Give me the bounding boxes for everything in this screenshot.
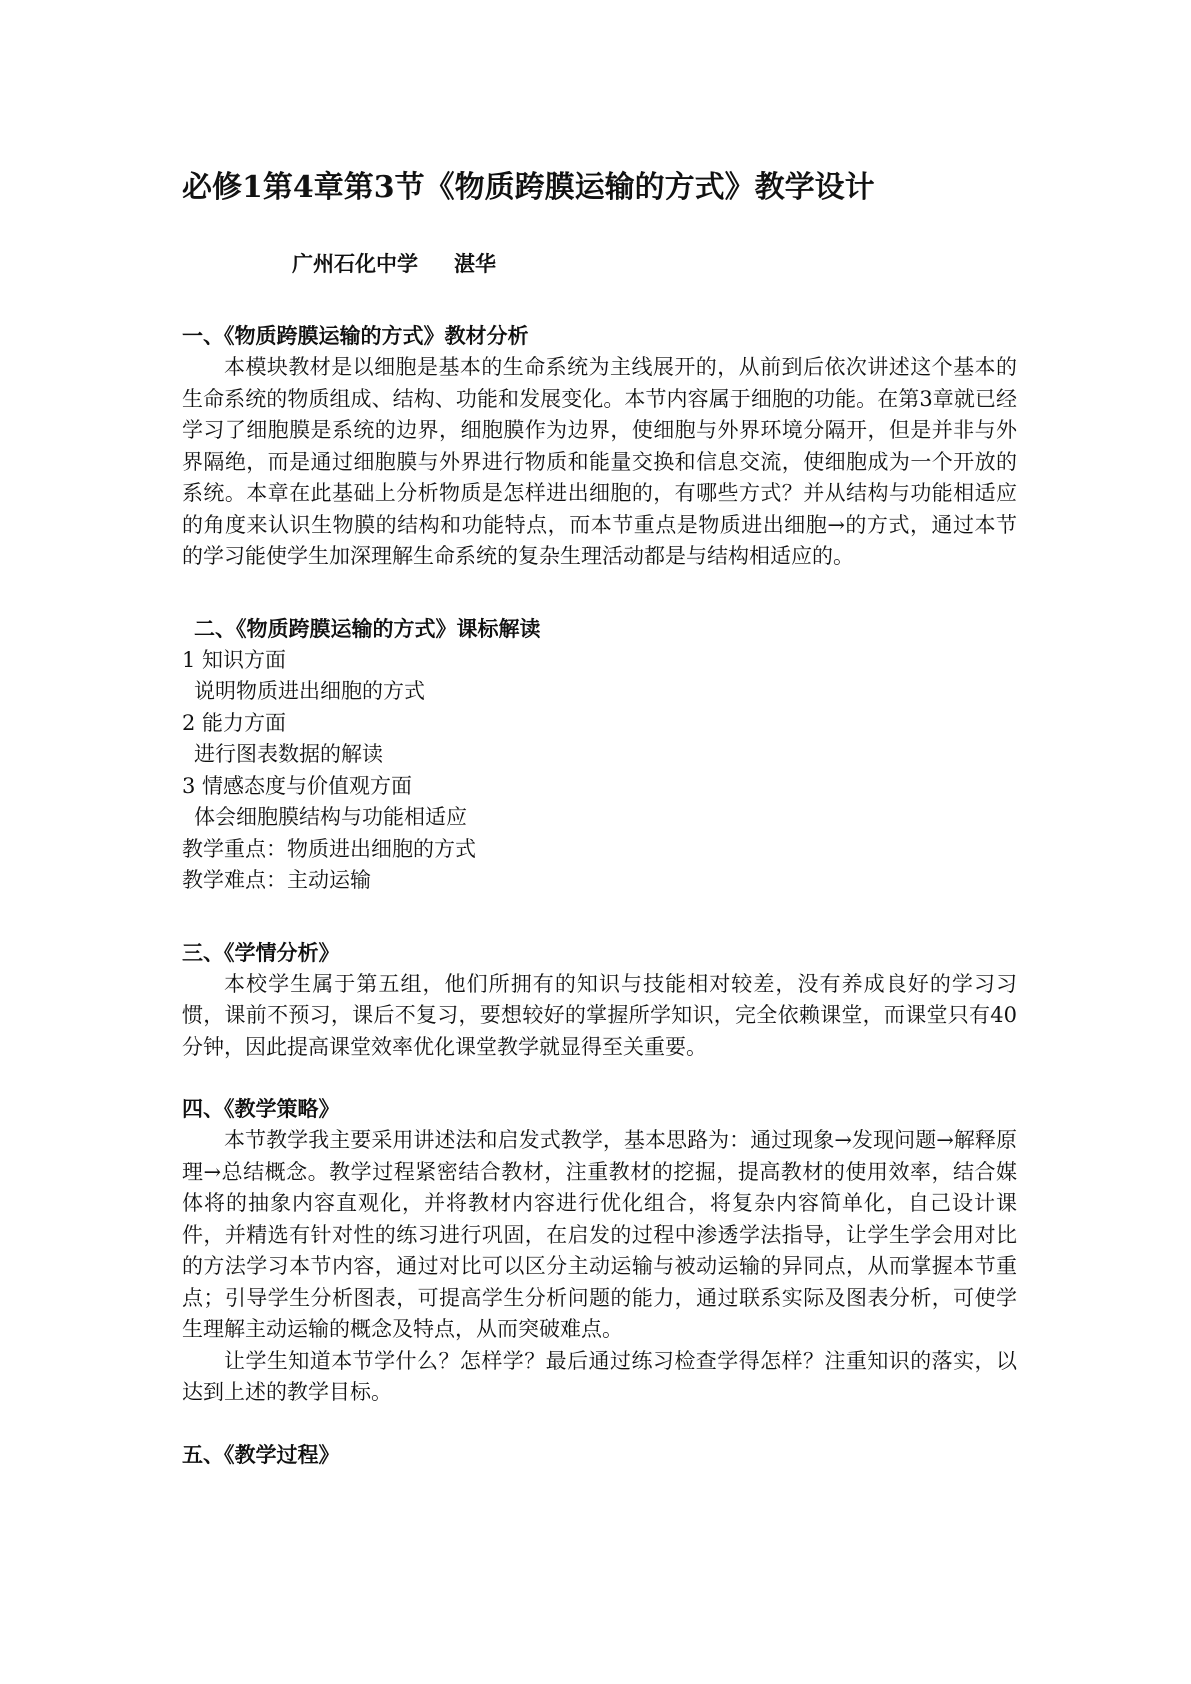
document-title: 必修1第4章第3节《物质跨膜运输的方式》教学设计 bbox=[182, 170, 875, 205]
section-teaching-process bbox=[182, 1439, 1017, 1471]
section-paragraph: 让学生知道本节学什么？怎样学？最后通过练习检查学得怎样？注重知识的落实，以达到上述的教学目标。 bbox=[182, 1348, 1017, 1404]
list-item: 2 能力方面 bbox=[182, 710, 287, 735]
document-content bbox=[182, 166, 1017, 1471]
section-heading: 五、《教学过程》 bbox=[182, 1441, 340, 1467]
author-school: 广州石化中学 bbox=[292, 251, 418, 276]
list-item: 体会细胞膜结构与功能相适应 bbox=[194, 805, 467, 829]
section-curriculum-standard bbox=[182, 613, 1017, 897]
section-paragraph: 本校学生属于第五组，他们所拥有的知识与技能相对较差，没有养成良好的学习习惯，课前不预习，课后不复习，要想较好的掌握所学知识，完全依赖课堂，而课堂只有40分钟，因此提高课堂效率优化课堂教学就显得至关重要。 bbox=[182, 971, 1017, 1059]
list-item: 说明物质进出细胞的方式 bbox=[194, 679, 425, 703]
section-teaching-strategy bbox=[182, 1093, 1017, 1409]
author-line bbox=[182, 248, 1017, 280]
list-item: 1 知识方面 bbox=[182, 647, 287, 672]
section-heading: 一、《物质跨膜运输的方式》教材分析 bbox=[182, 323, 529, 348]
list-item: 3 情感态度与价值观方面 bbox=[182, 773, 413, 798]
section-paragraph: 本节教学我主要采用讲述法和启发式教学，基本思路为：通过现象→发现问题→解释原理→总结概念。教学过程紧密结合教材，注重教材的挖掘，提高教材的使用效率，结合媒体将的抽象内容直观化，并将教材内容进行优化组合，将复杂内容简单化，自己设计课件，并精选有针对性的练习进行巩固，在启发的过程中渗透学法指导，让学生学会用对比的方法学习本节内容，通过对比可以区分主动运输与被动运输的异同点，从而掌握本节重点；引导学生分析图表，可提高学生分析问题的能力，通过联系实际及图表分析，可使学生理解主动运输的概念及特点，从而突破难点。 bbox=[182, 1128, 1017, 1341]
section-textbook-analysis bbox=[182, 320, 1017, 573]
author-name: 湛华 bbox=[454, 251, 496, 276]
section-heading: 四、《教学策略》 bbox=[182, 1096, 340, 1121]
section-student-analysis bbox=[182, 937, 1017, 1064]
list-item: 进行图表数据的解读 bbox=[194, 742, 383, 766]
section-heading: 三、《学情分析》 bbox=[182, 939, 340, 965]
section-heading: 二、《物质跨膜运输的方式》课标解读 bbox=[194, 615, 541, 641]
list-item: 教学难点：主动运输 bbox=[182, 868, 371, 892]
section-paragraph: 本模块教材是以细胞是基本的生命系统为主线展开的，从前到后依次讲述这个基本的生命系统的物质组成、结构、功能和发展变化。本节内容属于细胞的功能。在第3章就已经学习了细胞膜是系统的边界，细胞膜作为边界，使细胞与外界环境分隔开，但是并非与外界隔绝，而是通过细胞膜与外界进行物质和能量交换和信息交流，使细胞成为一个开放的系统。本章在此基础上分析物质是怎样进出细胞的，有哪些方式？并从结构与功能相适应的角度来认识生物膜的结构和功能特点，而本节重点是物质进出细胞→的方式，通过本节的学习能使学生加深理解生命系统的复杂生理活动都是与结构相适应的。 bbox=[182, 355, 1017, 568]
list-item: 教学重点：物质进出细胞的方式 bbox=[182, 836, 476, 861]
